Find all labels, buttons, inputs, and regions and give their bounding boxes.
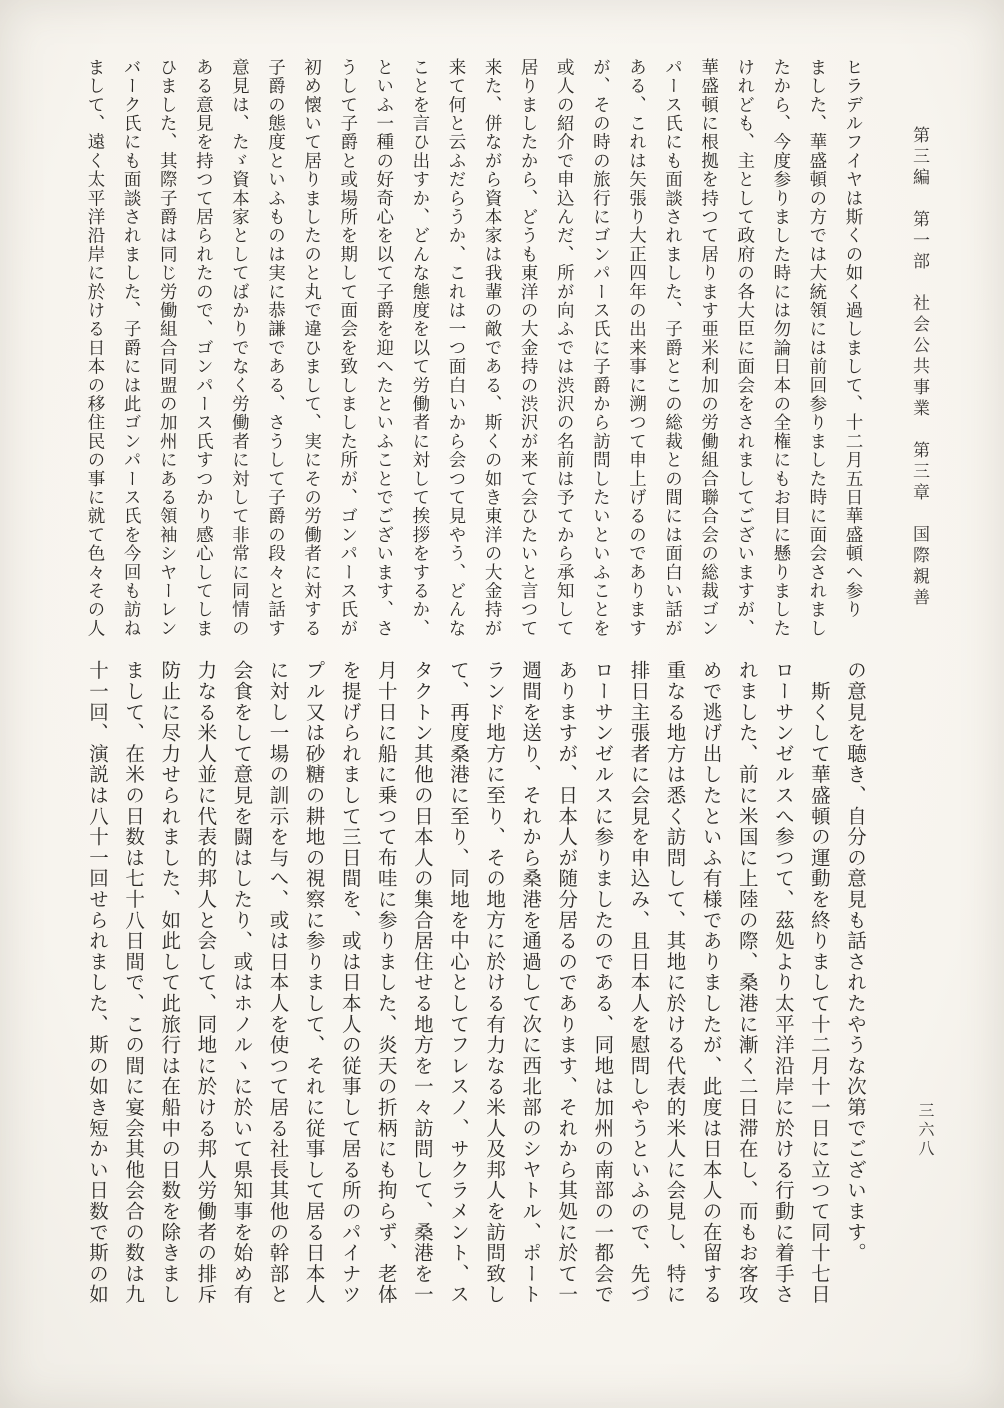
text-column: ローサンゼルスに参りましたのである、同地は加州の南部の一都会で [591,660,613,1305]
text-column: 華盛頓に根拠を持つて居ります亜米利加の労働組合聯合会の総裁ゴン [699,58,720,638]
text-column: ローサンゼルスへ参つて、茲処より太平洋沿岸に於ける行動に着手さ [771,660,793,1305]
text-column: パース氏にも面談されました、子爵とこの総裁との間には面白い話が [663,58,684,638]
text-column: うして子爵と或場所を期して面会を致しました所が、ゴンパース氏が [338,58,359,638]
text-column: 或人の紹介で申込んだ、所が向ふでは渋沢の名前は予てから承知して [555,58,576,638]
text-column: に対し一場の訓示を与へ、或は日本人を使つて居る社長其他の幹部と [266,660,288,1305]
text-column: ランド地方に至り、その地方に於ける有力なる米人及邦人を訪問致し [483,660,505,1305]
text-column: といふ一種の好奇心を以て子爵を迎へたといふことでございます、さ [374,58,395,638]
text-column: 防止に尽力せられました、如此して此旅行は在船中の日数を除きまし [158,660,180,1305]
text-column: 初め懐いて居りましたのと丸で違ひまして、実にその労働者に対する [302,58,323,638]
text-column: 子爵の態度といふものは実に恭謙である、さうして子爵の段々と話す [266,58,287,638]
text-column: ました、華盛頓の方では大統領には前回参りました時に面会されまし [807,58,828,638]
text-column: けれども、主として政府の各大臣に面会をされましてございますが、 [735,58,756,638]
text-column: プル又は砂糖の耕地の視察に参りまして、それに従事して居る日本人 [302,660,324,1305]
text-column: ある、これは矢張り大正四年の出来事に溯つて申上げるのであります [627,58,648,638]
text-column: タクトン其他の日本人の集合居住せる地方を一々訪問して、桑港を一 [410,660,432,1305]
text-column: 週間を送り、それから桑港を通過して次に西北部のシヤトル、ポート [519,660,541,1305]
text-column: が、その時の旅行にゴンパース氏に子爵から訪問したいといふことを [591,58,612,638]
text-column: 居りましたから、どうも東洋の大金持の渋沢が来て会ひたいと言つて [519,58,540,638]
text-block-top [78,58,872,638]
text-column: を提げられまして三日間を、或は日本人の従事して居る所のパイナツ [338,660,360,1305]
text-column: 十一回、演説は八十一回せられました、斯の如き短かい日数で斯の如 [86,660,108,1305]
text-column: まして、遠く太平洋沿岸に於ける日本の移住民の事に就て色々その人 [86,58,107,638]
text-column: 月十日に船に乗つて布哇に参りました、炎天の折柄にも拘らず、老体 [374,660,396,1305]
text-column: ヒラデルフイヤは斯くの如く過しまして、十二月五日華盛頓へ参り [844,58,864,619]
text-column: めで逃げ出したといふ有様でありましたが、此度は日本人の在留する [699,660,721,1305]
text-column: ありますが、日本人が随分居るのであります、それから其処に於て一 [555,660,577,1305]
text-block-bottom [78,660,872,1305]
text-column: 会食をして意見を闘はしたり、或はホノルヽに於いて県知事を始め有 [230,660,252,1305]
text-column: 意見は、たゞ資本家としてばかりでなく労働者に対して非常に同情の [230,58,251,638]
text-column: 排日主張者に会見を申込み、且日本人を慰問しやうといふので、先づ [627,660,649,1305]
text-column: たから、今度参りました時には勿論日本の全権にもお目に懸りました [771,58,792,638]
text-column: の意見を聴き、自分の意見も話されたやうな次第でございます。 [844,660,865,1264]
text-column: 力なる米人並に代表的邦人と会して、同地に於ける邦人労働者の排斥 [194,660,216,1305]
text-column: ことを言ひ出すか、どんな態度を以て労働者に対して挨拶をするか、 [410,58,431,638]
text-column: ある意見を持つて居られたので、ゴンパース氏すつかり感心してしま [194,58,215,638]
text-column: 斯くして華盛頓の運動を終りまして十二月十一日に立つて同十七日 [807,660,829,1305]
page-number: 三六八 [916,1102,933,1159]
text-column: れました、前に米国に上陸の際、桑港に漸く二日滞在し、而もお客攻 [735,660,757,1305]
running-header: 第三編 第一部 社会公共事業 第三章 国際親善 [910,126,929,609]
text-column: 重なる地方は悉く訪問して、其地に於ける代表的米人に会見し、特に [663,660,685,1305]
text-column: まして、在米の日数は七十八日間で、この間に宴会其他会合の数は九 [122,660,144,1305]
text-column: 来た、併ながら資本家は我輩の敵である、斯くの如き東洋の大金持が [483,58,504,638]
text-column: バーク氏にも面談されました、子爵には此ゴンパース氏を今回も訪ね [122,58,143,638]
text-column: て、再度桑港に至り、同地を中心としてフレスノ、サクラメント、ス [446,660,468,1305]
text-column: ひました、其際子爵は同じ労働組合同盟の加州にある領袖シヤーレン [158,58,179,638]
text-column: 来て何と云ふだらうか、これは一つ面白いから会つて見やう、どんな [446,58,467,638]
